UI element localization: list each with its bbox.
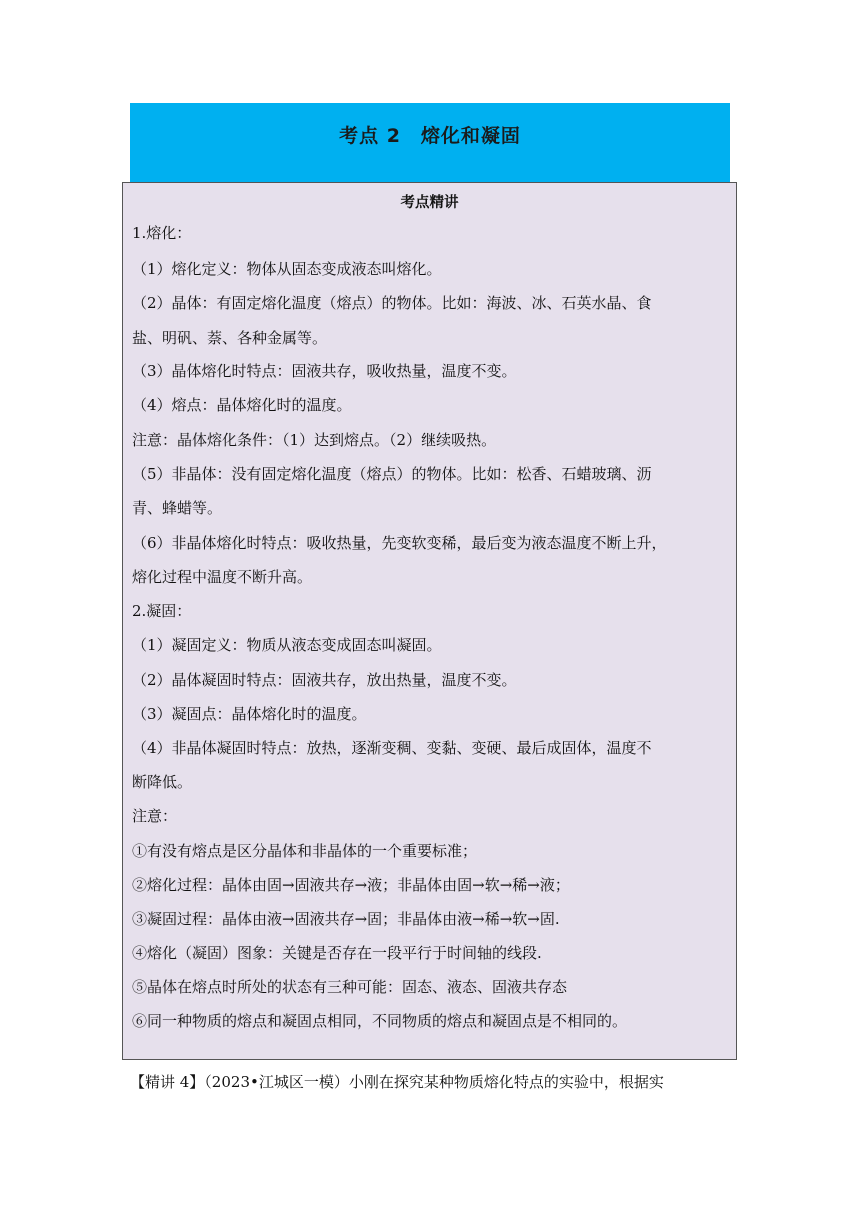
content-line: （1）熔化定义：物体从固态变成液态叫熔化。 xyxy=(132,260,442,278)
content-line: （4）非晶体凝固时特点：放热，逐渐变稠、变黏、变硬、最后成固体，温度不 xyxy=(132,739,652,757)
topic-banner xyxy=(130,103,730,182)
content-line: ⑤晶体在熔点时所处的状态有三种可能：固态、液态、固液共存态 xyxy=(132,978,568,996)
content-line: 青、蜂蜡等。 xyxy=(132,499,223,517)
content-line: ④熔化（凝固）图象：关键是否存在一段平行于时间轴的线段. xyxy=(132,944,542,962)
content-line: 熔化过程中温度不断升高。 xyxy=(132,568,313,586)
section-title: 考点精讲 xyxy=(400,195,459,211)
question-text: 【精讲 4】（2023•江城区一模）小刚在探究某种物质熔化特点的实验中，根据实 xyxy=(130,1073,664,1091)
content-line: ⑥同一种物质的熔点和凝固点相同，不同物质的熔点和凝固点是不相同的。 xyxy=(132,1012,628,1030)
content-line: （6）非晶体熔化时特点：吸收热量，先变软变稀，最后变为液态温度不断上升， xyxy=(132,534,667,552)
content-line: 盐、明矾、萘、各种金属等。 xyxy=(132,329,328,347)
content-line: 注意： xyxy=(132,807,178,825)
content-line: （3）凝固点：晶体熔化时的温度。 xyxy=(132,705,367,723)
content-line: （1）凝固定义：物质从液态变成固态叫凝固。 xyxy=(132,636,442,654)
content-line: （2）晶体凝固时特点：固液共存，放出热量，温度不变。 xyxy=(132,671,517,689)
content-line: ①有没有熔点是区分晶体和非晶体的一个重要标准； xyxy=(132,842,478,860)
content-line: 2.凝固： xyxy=(132,602,192,620)
content-line: ②熔化过程：晶体由固→固液共存→液；非晶体由固→软→稀→液； xyxy=(132,876,570,894)
content-line: （3）晶体熔化时特点：固液共存，吸收热量，温度不变。 xyxy=(132,362,517,380)
content-line: （2）晶体：有固定熔化温度（熔点）的物体。比如：海波、冰、石英水晶、食 xyxy=(132,294,652,312)
content-line: 断降低。 xyxy=(132,773,193,791)
key-points-box xyxy=(122,182,737,1060)
content-line: （4）熔点：晶体熔化时的温度。 xyxy=(132,396,352,414)
topic-title: 考点 2 熔化和凝固 xyxy=(339,125,521,147)
content-line: ③凝固过程：晶体由液→固液共存→固；非晶体由液→稀→软→固. xyxy=(132,910,560,928)
content-line: （5）非晶体：没有固定熔化温度（熔点）的物体。比如：松香、石蜡玻璃、沥 xyxy=(132,465,652,483)
content-line: 1.熔化： xyxy=(132,224,192,242)
content-line: 注意：晶体熔化条件：（1）达到熔点。（2）继续吸热。 xyxy=(132,431,497,449)
